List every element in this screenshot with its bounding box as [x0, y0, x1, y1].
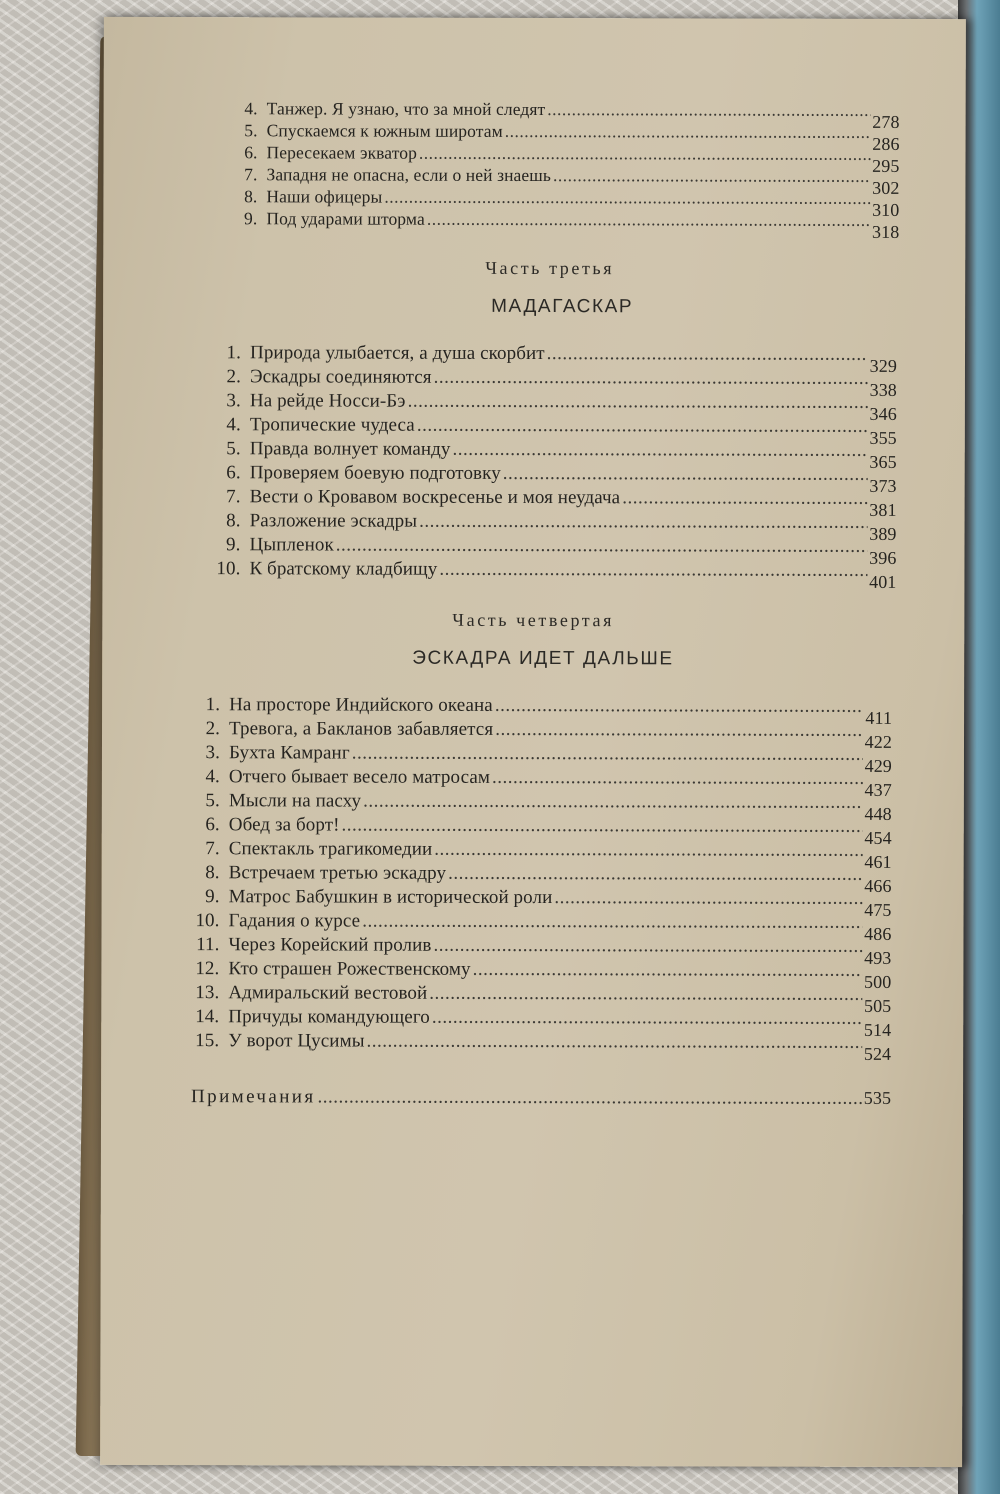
entry-number: 7. [226, 486, 241, 508]
leader-dots [473, 959, 863, 982]
entry-title: На просторе Индийского океана [229, 694, 493, 716]
entry-page: 389 [869, 523, 897, 544]
entry-page: 329 [869, 355, 898, 376]
entry-page: 475 [864, 899, 892, 920]
entry-number: 8. [205, 862, 220, 884]
entry-title: Вести о Кровавом воскресенье и моя неудача [249, 486, 621, 509]
entry-page: 505 [863, 995, 892, 1016]
toc-entry [186, 717, 893, 752]
entry-title: На рейде Носси-Бэ [249, 390, 406, 412]
entry-number: 2. [226, 366, 241, 388]
toc-entry [186, 693, 893, 728]
leader-dots [495, 719, 863, 742]
toc-entry [185, 1029, 892, 1064]
leader-dots [547, 98, 870, 121]
leader-dots [439, 559, 867, 582]
entry-title: Матрос Бабушкин в исторической роли [228, 886, 553, 909]
entry-number: 13. [195, 982, 220, 1004]
entry-page: 338 [869, 379, 897, 400]
entry-title: Природа улыбается, а душа скорбит [249, 342, 545, 365]
toc-entry [186, 789, 892, 824]
entry-title: Цыпленок [249, 534, 334, 556]
entry-title: Кто страшен Рожественскому [228, 958, 471, 980]
leader-dots [342, 814, 863, 837]
leader-dots [419, 142, 870, 165]
entry-title: Причуды командующего [228, 1006, 430, 1028]
entry-title: Тропические чудеса [249, 414, 415, 436]
leader-dots [362, 911, 862, 934]
leader-dots [495, 695, 864, 718]
entry-page: 381 [869, 499, 897, 520]
leader-dots [352, 743, 863, 766]
toc-entry [207, 509, 897, 544]
entry-page: 318 [871, 221, 900, 242]
entry-title: Встречаем третью эскадру [228, 862, 447, 884]
entry-page: 396 [869, 547, 897, 568]
entry-page: 346 [869, 403, 897, 424]
leader-dots [434, 839, 862, 862]
part-three-title: МАДАГАСКАР [491, 295, 634, 318]
entry-page: 286 [872, 133, 900, 154]
entry-number: 9. [244, 208, 258, 229]
toc-entry [186, 765, 892, 800]
entry-page: 373 [869, 475, 897, 496]
entry-title: Бухта Камранг [228, 742, 350, 764]
entry-title: Спускаемся к южным широтам [266, 120, 503, 141]
entry-number: 6. [226, 462, 241, 484]
entry-title: Через Корейский пролив [228, 934, 432, 956]
leader-dots [434, 367, 868, 390]
leader-dots [622, 487, 867, 510]
leader-dots [336, 534, 867, 557]
entry-number: 6. [244, 142, 258, 163]
toc-entry [186, 741, 892, 776]
entry-number: 3. [226, 390, 241, 412]
entry-page: 437 [864, 779, 892, 800]
entry-page: 295 [872, 155, 900, 176]
entry-number: 5. [226, 438, 241, 460]
toc-entry [223, 207, 900, 242]
entry-page: 429 [864, 755, 892, 776]
entry-number: 11. [196, 934, 220, 956]
leader-dots [432, 1007, 862, 1030]
leader-dots [419, 511, 867, 534]
entry-page: 514 [863, 1019, 892, 1040]
entry-title: Спектакль трагикомедии [228, 838, 433, 860]
entry-number: 4. [226, 414, 241, 436]
entry-page: 454 [864, 827, 892, 848]
leader-dots [452, 439, 867, 462]
table-of-contents [100, 17, 966, 1467]
toc-entry [186, 813, 892, 848]
book-page [100, 17, 966, 1467]
entry-number: 10. [216, 558, 241, 580]
entry-page: 493 [864, 947, 892, 968]
entry-number: 15. [195, 1030, 220, 1052]
entry-title: Западня не опасна, если о ней знаешь [266, 164, 551, 186]
leader-dots [408, 391, 868, 414]
entry-title: Тревога, а Бакланов забавляется [229, 718, 494, 740]
entry-number: 4. [205, 766, 220, 788]
toc-entry [185, 981, 892, 1016]
entry-number: 1. [205, 694, 221, 716]
leader-dots [492, 767, 863, 790]
entry-title: Обед за борт! [228, 814, 340, 836]
entry-number: 3. [205, 742, 220, 764]
entry-number: 9. [205, 886, 220, 908]
toc-entry [207, 437, 897, 472]
entry-number: 2. [205, 718, 221, 740]
entry-title: Отчего бывает весело матросам [228, 766, 491, 788]
notes-page: 535 [863, 1087, 892, 1108]
leader-dots [429, 983, 862, 1006]
entry-title: Разложение эскадры [249, 510, 418, 532]
leader-dots [417, 415, 868, 438]
entry-title: Эскадры соединяются [249, 366, 432, 388]
entry-number: 10. [195, 910, 220, 932]
notes-label: Примечания [191, 1086, 316, 1108]
leader-dots [363, 791, 862, 814]
entry-number: 7. [205, 838, 220, 860]
entry-title: Мысли на пасху [228, 790, 362, 812]
entry-number: 6. [205, 814, 220, 836]
entry-page: 355 [869, 427, 897, 448]
toc-entry [207, 389, 897, 424]
entry-page: 524 [863, 1043, 892, 1064]
entry-number: 5. [244, 120, 258, 141]
entry-title: К братскому кладбищу [249, 558, 438, 580]
entry-page: 302 [872, 177, 900, 198]
leader-dots [553, 164, 870, 187]
entry-number: 14. [195, 1006, 220, 1028]
part-four-title: ЭСКАДРА ИДЕТ ДАЛЬШЕ [412, 647, 674, 670]
toc-entry [207, 365, 897, 400]
leader-dots [384, 186, 870, 209]
leader-dots [448, 863, 862, 886]
toc-entry [207, 485, 897, 520]
entry-number: 1. [226, 342, 242, 364]
entry-title: Танжер. Я узнаю, что за мной следят [266, 98, 546, 120]
entry-page: 278 [872, 111, 900, 132]
entry-number: 8. [244, 186, 258, 207]
entry-title: У ворот Цусимы [228, 1030, 365, 1052]
entry-number: 12. [195, 958, 220, 980]
toc-entry [206, 557, 897, 592]
entry-page: 422 [864, 731, 893, 752]
toc-entry [185, 1005, 892, 1040]
leader-dots [317, 1086, 861, 1109]
entry-number: 8. [226, 510, 241, 532]
toc-entry [207, 341, 898, 376]
toc-entry [186, 885, 892, 920]
entry-page: 411 [865, 707, 893, 728]
leader-dots [503, 463, 868, 486]
leader-dots [427, 208, 870, 231]
entry-title: Гадания о курсе [228, 910, 361, 932]
toc-entry [186, 837, 892, 872]
entry-title: Адмиральский вестовой [228, 982, 428, 1004]
entry-number: 4. [244, 98, 258, 119]
entry-page: 500 [864, 971, 892, 992]
entry-page: 466 [864, 875, 892, 896]
leader-dots [554, 887, 862, 910]
toc-entry [207, 413, 897, 448]
entry-page: 365 [869, 451, 897, 472]
part-three-label: Часть третья [485, 257, 615, 279]
entry-number: 7. [244, 164, 258, 185]
entry-page: 461 [864, 851, 892, 872]
toc-entry [186, 909, 892, 944]
entry-title: Правда волнует команду [249, 438, 451, 460]
toc-entry [185, 957, 892, 992]
entry-number: 5. [205, 790, 220, 812]
entry-page: 486 [864, 923, 892, 944]
entry-page: 310 [872, 199, 900, 220]
toc-entry [206, 533, 897, 568]
toc-entry [207, 461, 897, 496]
leader-dots [547, 343, 868, 366]
entry-title: Наши офицеры [266, 186, 383, 207]
part-four-label: Часть четвертая [452, 609, 615, 631]
entry-title: Проверяем боевую подготовку [249, 462, 501, 484]
leader-dots [433, 935, 862, 958]
notes-entry [191, 1085, 891, 1110]
toc-entry [185, 933, 892, 968]
leader-dots [367, 1031, 862, 1054]
entry-number: 9. [226, 534, 241, 556]
toc-entry [186, 861, 892, 896]
entry-title: Пересекаем экватор [266, 142, 417, 163]
entry-page: 448 [864, 803, 892, 824]
leader-dots [505, 120, 871, 143]
entry-title: Под ударами шторма [266, 208, 425, 229]
entry-page: 401 [869, 571, 897, 592]
